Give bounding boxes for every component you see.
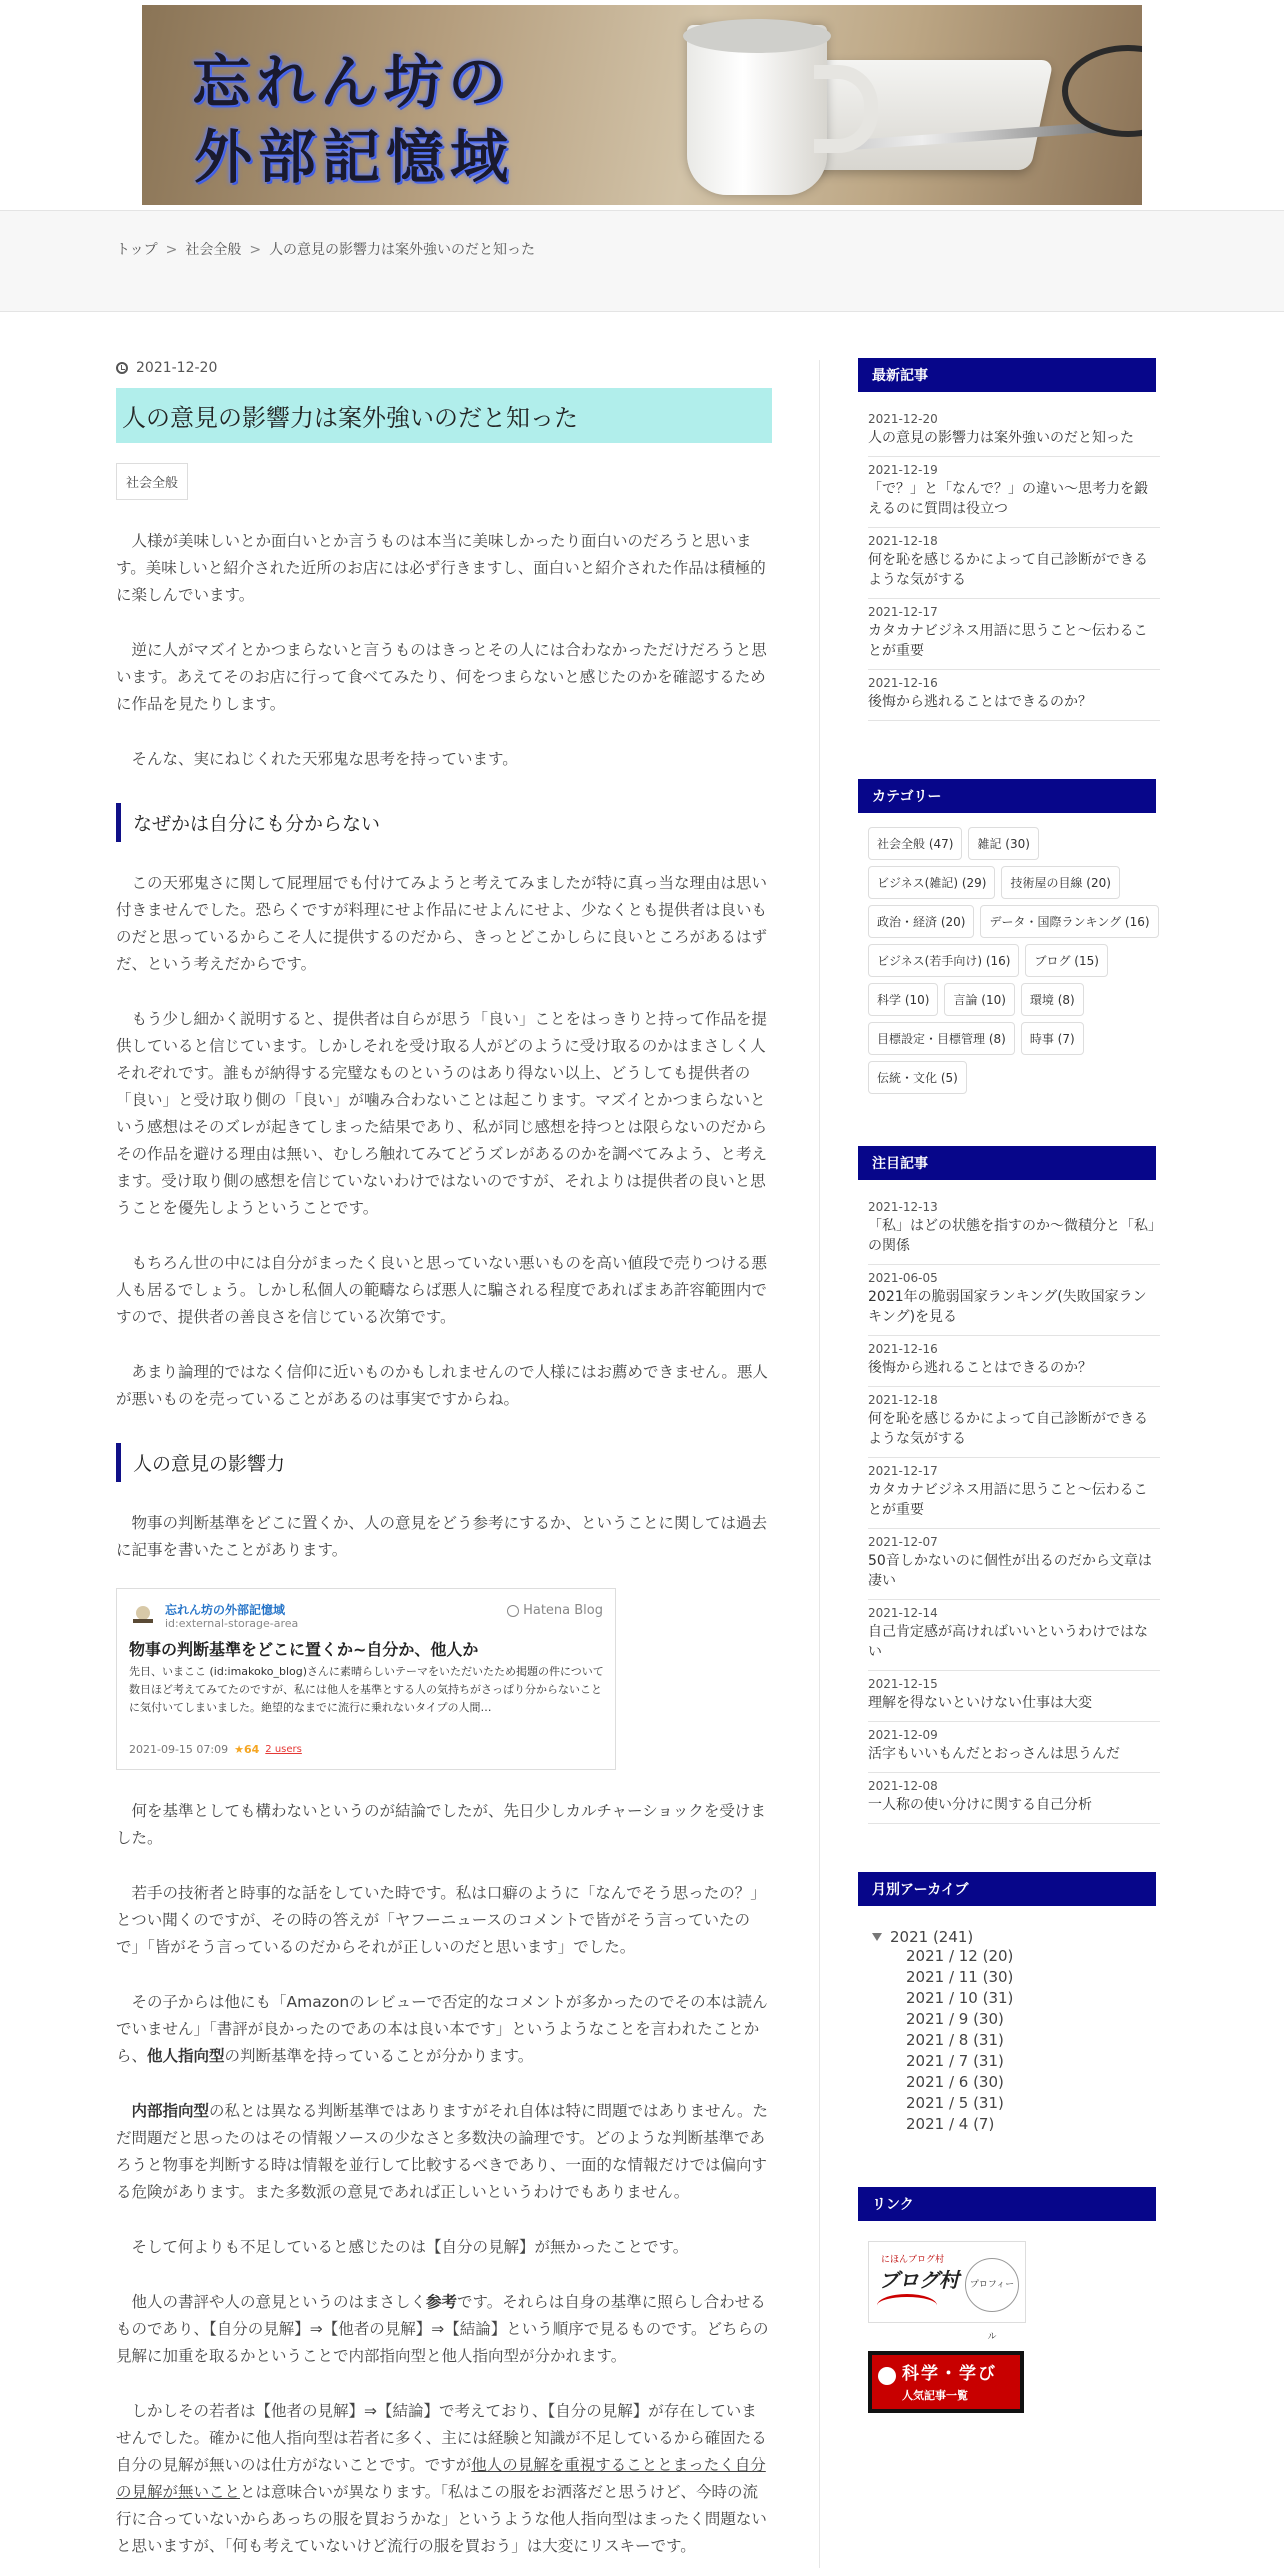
blog-title-line2: 外部記憶域 (194, 123, 515, 191)
post-list-item[interactable] (868, 670, 1160, 721)
category-tag[interactable]: 政治・経済 (20) (868, 905, 974, 938)
text: の判断基準を持っていることが分かります。 (224, 2047, 534, 2065)
science-banner-subtitle: 人気記事一覧 (902, 2389, 968, 2402)
paragraph: この天邪鬼さに関して屁理屈でも付けてみようと考えてみましたが特に真っ当な理由は思い付きませんでした。恐らくですが料理にせよ作品にせよんにせよ、少なくとも提供者は良いものだと思っているからこそ人に提供するのだから、きっとどこかしらに良いところがあるはずだ、という考えだからです。 (116, 874, 768, 973)
archive-month-link[interactable]: 2021 / 11 (30) (906, 1968, 1014, 1986)
header-banner[interactable] (142, 5, 1142, 205)
category-tag[interactable]: ブログ (15) (1025, 944, 1107, 977)
links-heading: リンク (858, 2187, 1156, 2221)
post-list-title[interactable]: 活字もいいもんだとおっさんは思うんだ (868, 1746, 1120, 1762)
post-list-title[interactable]: 後悔から逃れることはできるのか？ (868, 694, 1092, 710)
archive-month-link[interactable]: 2021 / 7 (31) (906, 2052, 1004, 2070)
post-list-date: 2021-12-09 (868, 1728, 938, 1742)
science-ranking-banner[interactable] (868, 2351, 1024, 2413)
banner-cup-image (687, 25, 827, 195)
archive-year-label[interactable]: 2021 (241) (890, 1928, 974, 1946)
text: 他人の書評や人の意見というのはまさしく (131, 2293, 427, 2311)
text: の私とは異なる判断基準ではありますがそれ自体は特に問題ではありません。ただ問題だと思ったのはその情報ソースの少なさと多数決の論理です。どのような判断基準であろうと物事を判断する時は情報を並行して比較するべきであり、一面的な情報だけでは偏向する危険があります。また多数派の意見であれば正しいというわけでもありません。 (116, 2102, 768, 2201)
post-list-date: 2021-12-14 (868, 1606, 938, 1620)
post-list-title[interactable]: 人の意見の影響力は案外強いのだと知った (868, 430, 1134, 446)
post-list-item[interactable] (868, 1671, 1160, 1722)
post-list-title[interactable]: 後悔から逃れることはできるのか？ (868, 1360, 1092, 1376)
post-list-date: 2021-12-07 (868, 1535, 938, 1549)
text: その子からは他にも「Amazonのレビューで否定的なコメントが多かったのでその本は読んでいません」「書評が良かったのであの本は良い本です」というようなことを言われたことから、 (116, 1993, 768, 2065)
card-service-label: Hatena Blog (523, 1603, 603, 1618)
breadcrumb-separator: > (165, 242, 178, 258)
post-list-item[interactable] (868, 528, 1160, 599)
category-tag[interactable]: 時事 (7) (1021, 1022, 1084, 1055)
post-list-date: 2021-12-15 (868, 1677, 938, 1691)
blog-favicon-icon (129, 1601, 157, 1629)
category-tag[interactable]: 環境 (8) (1021, 983, 1084, 1016)
paragraph: もう少し細かく説明すると、提供者は自らが思う「良い」ことをはっきりと持って作品を提供していると信じています。しかしそれを受け取る人がどのように受け取るのかはまさしく人それぞれです。誰もが納得する完璧なものというのはあり得ない以上、どうしても提供者の「良い」と受け取り側の「良い」が噛み合わないことは起こります。マズイとかつまらないという感想はそのズレが起きてしまった結果であり、私が同じ感想を持つとは限らないのだからその作品を避ける理由は無い、むしろ触れてみてどうズレがあるのかを調べてみよう、と考えます。受け取り側の感想を信じていないわけではないのですが、それよりは提供者の良いと思うことを優先しようということです。 (116, 1010, 768, 1217)
post-list-title[interactable]: 何を恥を感じるかによって自己診断ができるような気がする (868, 552, 1148, 588)
hatena-icon (507, 1605, 519, 1617)
post-list-item[interactable] (868, 1458, 1160, 1529)
paragraph: あまり論理的ではなく信仰に近いものかもしれませんので人様にはお薦めできません。悪人が悪いものを売っていることがあるのは事実ですからね。 (116, 1363, 768, 1408)
post-list-date: 2021-12-08 (868, 1779, 938, 1793)
sidebar (858, 358, 1170, 2413)
popular-posts-list (858, 1194, 1170, 1824)
underlined-text: 他人の見解を重視することとまったく自分の見解が無いこと (116, 2456, 766, 2501)
text: です。それらは自身の基準に照らし合わせるものであり、【自分の見解】⇒【他者の見解】⇒【結論】という順序で見るものです。どちらの見解に加重を取るかということで内部指向型と他人指向型が分かれます。 (116, 2293, 769, 2365)
breadcrumb-home[interactable]: トップ (116, 242, 158, 258)
embedded-blog-card[interactable] (116, 1588, 616, 1770)
archive-month-link[interactable]: 2021 / 5 (31) (906, 2094, 1004, 2112)
paragraph: 何を基準としても構わないというのが結論でしたが、先日少しカルチャーショックを受けました。 (116, 1802, 766, 1847)
archive-month-link[interactable]: 2021 / 10 (31) (906, 1989, 1014, 2007)
post-body (116, 528, 772, 2560)
post-list-date: 2021-12-16 (868, 676, 938, 690)
popular-posts-heading: 注目記事 (858, 1146, 1156, 1180)
post-list-date: 2021-06-05 (868, 1271, 938, 1285)
banner-glasses-image (1062, 45, 1142, 137)
card-description: 先日、いまここ (id:imakoko_blog)さんに素晴らしいテーマをいただいたため掲題の件について数日ほど考えてみてたのですが、私には他人を基準とする人の気持ちがさっぱり分からないことに気付いてしまいました。絶望的なまでに流行に乗れないタイプの人間… (129, 1665, 604, 1714)
recent-posts-list (858, 406, 1170, 721)
post-list-item[interactable] (868, 599, 1160, 670)
post-list-item[interactable] (868, 1336, 1160, 1387)
post-list-item[interactable] (868, 1387, 1160, 1458)
post-date (116, 360, 772, 376)
card-date: 2021-09-15 07:09 (129, 1743, 229, 1756)
post-list-title[interactable]: 「私」はどの状態を指すのか～微積分と「私」の関係 (868, 1218, 1155, 1254)
site-header (0, 0, 1284, 210)
archive-months (872, 1946, 1170, 2135)
card-service (507, 1603, 603, 1618)
clock-icon (116, 362, 128, 374)
blogmura-small-label: にほんブログ村 (881, 2255, 945, 2265)
post-category-tag[interactable]: 社会全般 (116, 463, 188, 500)
archive-month-link[interactable]: 2021 / 4 (7) (906, 2115, 995, 2133)
archive-year[interactable] (872, 1928, 1170, 1946)
post-list-title[interactable]: 何を恥を感じるかによって自己診断ができるような気がする (868, 1411, 1148, 1447)
article (116, 360, 772, 2560)
science-banner-title: 科学・学び (902, 2364, 997, 2384)
blogmura-logo: ブログ村 (879, 2268, 959, 2292)
post-list-item[interactable] (868, 406, 1160, 457)
paragraph: 人様が美味しいとか面白いとか言うものは本当に美味しかったり面白いのだろうと思います。美味しいと紹介された近所のお店には必ず行きますし、面白いと紹介された作品は積極的に楽しんでいます。 (116, 532, 766, 604)
text: とは意味合いが異なります。「私はこの服をお洒落だと思うけど、今時の流行に合っていないからあっちの服を買おうかな」というような他人指向型はまったく問題ないと思いますが、「何も考えていないけど流行の服を買おう」は大変にリスキーです。 (116, 2483, 767, 2555)
post-list-title[interactable]: 一人称の使い分けに関する自己分析 (868, 1797, 1092, 1813)
category-tag[interactable]: 言論 (10) (944, 983, 1014, 1016)
post-list-date: 2021-12-13 (868, 1200, 938, 1214)
post-list-date: 2021-12-19 (868, 463, 938, 477)
post-list-title[interactable]: 50音しかないのに個性が出るのだから文章は凄い (868, 1553, 1152, 1589)
post-list-date: 2021-12-18 (868, 534, 938, 548)
card-stars: ★64 (234, 1743, 260, 1756)
blogmura-banner[interactable] (868, 2241, 1026, 2342)
bold-text: 内部指向型 (131, 2102, 210, 2120)
archive-month-link[interactable]: 2021 / 12 (20) (906, 1947, 1014, 1965)
blogmura-arc (877, 2294, 937, 2317)
post-list-item[interactable] (868, 1265, 1160, 1336)
section-heading: なぜかは自分にも分からない (116, 803, 772, 842)
expand-triangle-icon[interactable] (872, 1933, 882, 1941)
category-tag[interactable]: 目標設定・目標管理 (8) (868, 1022, 1015, 1055)
categories-heading: カテゴリー (858, 779, 1156, 813)
post-list-date: 2021-12-17 (868, 605, 938, 619)
card-blog-id: id:external-storage-area (165, 1617, 299, 1630)
profile-link[interactable]: プロフィール (965, 2258, 1019, 2312)
post-list-item[interactable] (868, 1600, 1160, 1671)
bold-text: 他人指向型 (147, 2047, 225, 2065)
breadcrumb-separator: > (249, 242, 262, 258)
post-list-date: 2021-12-17 (868, 1464, 938, 1478)
card-bookmark-users[interactable]: 2 users (265, 1744, 302, 1755)
text: しかしその若者は【他者の見解】⇒【結論】で考えており、【自分の見解】が存在していませんでした。確かに他人指向型は若者に多く、主には経験と知識が不足しているから確固たる自分の見解が無いのは仕方がないことです。ですが (116, 2402, 767, 2474)
section-heading: 人の意見の影響力 (116, 1443, 772, 1482)
archive-heading: 月別アーカイブ (858, 1872, 1156, 1906)
category-tag[interactable]: データ・国際ランキング (16) (980, 905, 1158, 938)
category-tag[interactable]: 雑記 (30) (968, 827, 1038, 860)
archive-month-link[interactable]: 2021 / 9 (30) (906, 2010, 1004, 2028)
post-list-date: 2021-12-20 (868, 412, 938, 426)
archive-month-link[interactable]: 2021 / 6 (30) (906, 2073, 1004, 2091)
paragraph (116, 2398, 772, 2560)
categories-list (858, 827, 1178, 1094)
breadcrumb-current: 人の意見の影響力は案外強いのだと知った (269, 242, 536, 258)
post-list-date: 2021-12-18 (868, 1393, 938, 1407)
post-list-item[interactable] (868, 1194, 1160, 1265)
card-title[interactable]: 物事の判断基準をどこに置くか~自分か、他人か (129, 1640, 479, 1659)
paragraph: 物事の判断基準をどこに置くか、人の意見をどう参考にするか、ということに関しては過去に記事を書いたことがあります。 (116, 1514, 768, 1559)
category-tag[interactable]: 伝統・文化 (5) (868, 1061, 967, 1094)
paragraph: そんな、実にねじくれた天邪鬼な思考を持っています。 (131, 750, 518, 768)
post-list-item[interactable] (868, 1773, 1160, 1824)
category-tag[interactable]: ビジネス(若手向け) (16) (868, 944, 1019, 977)
breadcrumb-bar (0, 210, 1284, 312)
breadcrumb-category[interactable]: 社会全般 (185, 242, 242, 258)
post-list-title[interactable]: カタカナビジネス用語に思うこと～伝わることが重要 (868, 1482, 1148, 1518)
post-list-item[interactable] (868, 1722, 1160, 1773)
post-list-title[interactable]: カタカナビジネス用語に思うこと～伝わることが重要 (868, 623, 1148, 659)
post-list-date: 2021-12-16 (868, 1342, 938, 1356)
category-tag[interactable]: 科学 (10) (868, 983, 938, 1016)
links-list (858, 2241, 1170, 2413)
post-list-title[interactable]: 理解を得ないといけない仕事は大変 (868, 1695, 1092, 1711)
post-list-item[interactable] (868, 457, 1160, 528)
category-tag[interactable]: 技術屋の目線 (20) (1001, 866, 1119, 899)
post-list-item[interactable] (868, 1529, 1160, 1600)
paragraph: そして何よりも不足していると感じたのは【自分の見解】が無かったことです。 (131, 2238, 689, 2256)
paragraph: 逆に人がマズイとかつまらないと言うものはきっとその人には合わなかっただけだろうと思います。あえてそのお店に行って食べてみたり、何をつまらないと感じたのかを確認するために作品を見たりします。 (116, 641, 767, 713)
blog-title-line1: 忘れん坊の (192, 48, 513, 116)
column-divider (819, 360, 820, 2568)
paragraph: もちろん世の中には自分がまったく良いと思っていない悪いものを高い値段で売りつける悪人も居るでしょう。しかし私個人の範疇ならば悪人に騙される程度であればまあ許容範囲内ですので、提供者の善良さを信じている次第です。 (116, 1254, 768, 1326)
card-meta (129, 1743, 302, 1756)
paragraph: 若手の技術者と時事的な話をしていた時です。私は口癖のように「なんでそう思ったの？」とつい聞くのですが、その時の答えが「ヤフーニュースのコメントで皆がそう言っていたので」「皆がそう言っているのだからそれが正しいのだと思います」でした。 (116, 1884, 766, 1956)
post-list-title[interactable]: 2021年の脆弱国家ランキング(失敗国家ランキング)を見る (868, 1289, 1147, 1325)
paragraph (116, 1989, 772, 2070)
category-tag[interactable]: 社会全般 (47) (868, 827, 962, 860)
card-blog-name[interactable]: 忘れん坊の外部記憶域 (165, 1603, 286, 1617)
paragraph (116, 2289, 772, 2370)
archive-month-link[interactable]: 2021 / 8 (31) (906, 2031, 1004, 2049)
bold-text: 参考 (426, 2293, 458, 2311)
archive-list (858, 1928, 1170, 2135)
recent-posts-heading: 最新記事 (858, 358, 1156, 392)
post-list-title[interactable]: 「で？」と「なんで？」の違い～思考力を鍛えるのに質問は役立つ (868, 481, 1148, 517)
category-tag[interactable]: ビジネス(雑記) (29) (868, 866, 995, 899)
post-list-title[interactable]: 自己肯定感が高ければいいというわけではない (868, 1624, 1148, 1660)
post-title: 人の意見の影響力は案外強いのだと知った (116, 388, 772, 443)
post-date-text: 2021-12-20 (136, 360, 218, 376)
science-icon (878, 2367, 896, 2385)
breadcrumb (116, 239, 535, 259)
paragraph (116, 2098, 772, 2206)
